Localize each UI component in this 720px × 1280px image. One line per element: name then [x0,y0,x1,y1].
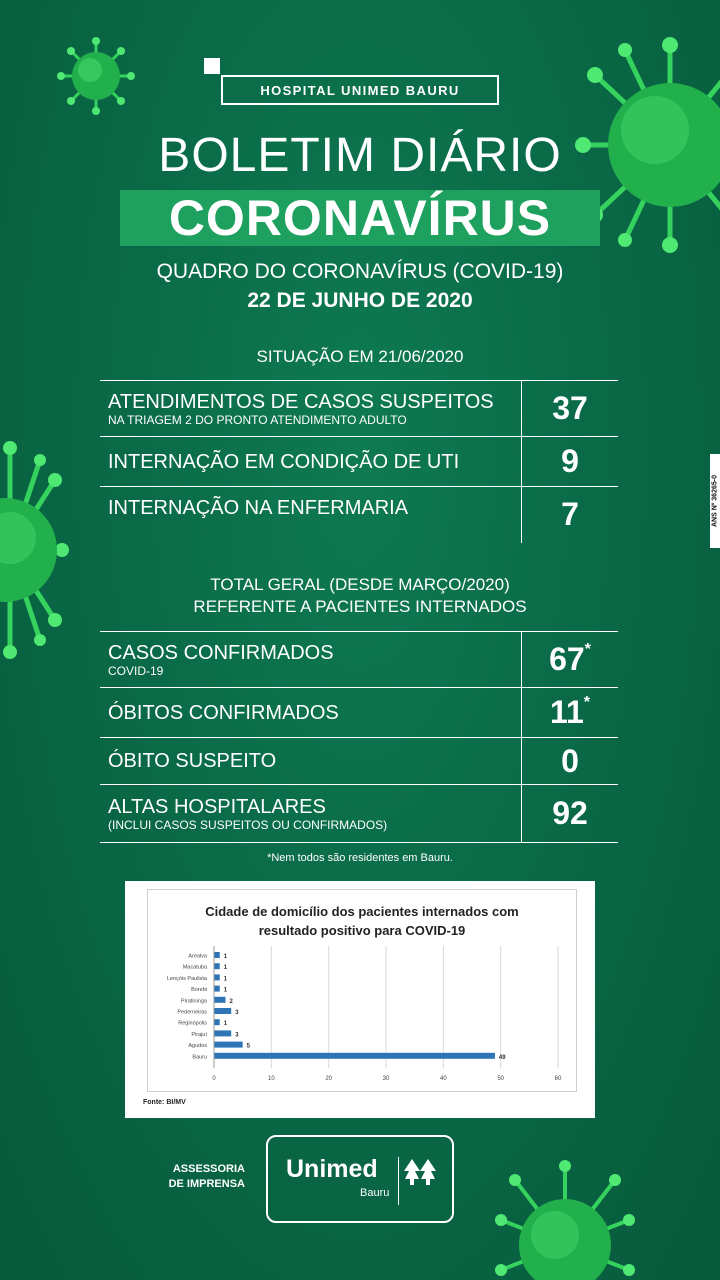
category-label: Agudos [188,1043,207,1050]
category-label: Pederneiras [177,1009,207,1016]
x-tick-label: 40 [439,1076,447,1082]
data-label: 3 [235,1010,239,1016]
total-caption [0,574,720,618]
x-tick-label: 0 [212,1076,216,1082]
data-label: 1 [223,976,228,983]
x-tick-label: 10 [267,1076,275,1082]
row-sublabel: NA TRIAGEM 2 DO PRONTO ATENDIMENTO ADULTO [108,412,407,427]
row-label: ÓBITO SUSPEITO [108,750,277,772]
category-label: Borebi [191,987,207,994]
table-row [100,437,618,487]
table-row [100,785,618,843]
category-label: Lençóis Paulista [166,975,207,982]
category-label: Macatuba [182,964,207,971]
value-number: 11 [549,694,584,730]
decorative-square [204,58,220,74]
value-mark: * [584,641,591,659]
data-label: 49 [498,1054,506,1061]
row-sublabel: (INCLUI CASOS SUSPEITOS OU CONFIRMADOS) [108,817,388,832]
hospital-name: HOSPITAL UNIMED BAURU [260,82,460,98]
situation-table [100,380,618,543]
category-label: Arealva [188,953,207,960]
x-tick-label: 50 [497,1076,505,1082]
subtitle: QUADRO DO CORONAVÍRUS (COVID-19) [156,260,564,283]
data-label: 1 [223,1021,228,1028]
title-boletim: BOLETIM DIÁRIO [158,129,562,182]
title-band [120,190,600,246]
data-label: 1 [223,954,228,960]
bar [214,1008,231,1014]
footnote: *Nem todos são residentes em Bauru. [267,852,453,864]
bulletin-date: 22 DE JUNHO DE 2020 [247,289,473,312]
title-coronavirus: CORONAVÍRUS [168,190,552,246]
data-label: 5 [246,1043,251,1050]
value-number: 67 [549,641,585,677]
table-row [100,738,618,785]
row-value [522,688,619,738]
bar [214,1019,220,1025]
table-row [100,632,618,688]
bar [214,952,220,958]
hospital-name-box [221,75,499,105]
brand-city: Bauru [360,1187,390,1199]
bar [214,986,220,992]
category-label: Piratininga [181,998,207,1005]
press-office-line1: ASSESSORIA [172,1163,245,1175]
row-label: CASOS CONFIRMADOS [108,641,334,664]
category-label: Bauru [192,1054,207,1061]
total-caption-line2: REFERENTE A PACIENTES INTERNADOS [193,597,527,616]
data-label: 1 [223,987,228,994]
unimed-tree-icon [404,1157,436,1187]
bar [214,1042,243,1048]
bar [214,1030,231,1036]
bar [214,963,220,969]
total-caption-line1: TOTAL GERAL (DESDE MARÇO/2020) [210,575,510,594]
category-label: Reginópolis [178,1020,207,1027]
table-row [100,688,618,738]
table-row [100,487,618,543]
row-label: INTERNAÇÃO NA ENFERMARIA [108,497,409,519]
total-table [100,631,618,843]
x-tick-label: 60 [554,1076,562,1082]
value-mark: * [583,694,591,712]
row-value: 92 [522,785,619,843]
x-tick-label: 30 [382,1076,390,1082]
data-label: 2 [229,998,233,1005]
chart-frame [147,889,577,1092]
chart-source: Fonte: BI/MV [143,1099,186,1106]
bar [214,974,220,980]
press-office-line2: DE IMPRENSA [168,1178,245,1190]
row-value [522,632,619,688]
row-label: INTERNAÇÃO EM CONDIÇÃO DE UTI [108,450,460,473]
chart-title-text: Cidade de domicílio dos pacientes internados com resultado positivo para COVID-19 [205,904,519,938]
virus-illustration-left [0,440,70,660]
row-value: 0 [522,738,619,785]
situation-caption: SITUAÇÃO EM 21/06/2020 [256,347,464,366]
bar [214,997,225,1003]
logo-divider [398,1157,399,1205]
row-value: 9 [522,437,619,487]
unimed-logo [266,1135,454,1223]
chart-panel [125,881,595,1118]
bar-chart [148,890,576,1091]
data-label: 3 [235,1032,239,1039]
row-label: ÓBITOS CONFIRMADOS [108,701,339,724]
category-label: Pirajuí [191,1031,207,1038]
row-label: ALTAS HOSPITALARES [108,795,326,818]
press-office-label [150,1162,245,1192]
table-row [100,381,618,437]
row-sublabel: COVID-19 [108,663,164,678]
row-value: 7 [522,487,619,543]
x-tick-label: 20 [325,1076,333,1082]
data-label: 1 [223,965,228,972]
ans-registration-tag: ANS Nº 36265-0 [710,454,720,548]
virus-illustration-top-left [56,36,136,116]
row-value: 37 [522,381,619,437]
row-label: ATENDIMENTOS DE CASOS SUSPEITOS [108,390,494,413]
virus-illustration-bottom-right [495,1160,635,1280]
brand-name: Unimed [286,1155,378,1183]
bar [214,1053,495,1059]
